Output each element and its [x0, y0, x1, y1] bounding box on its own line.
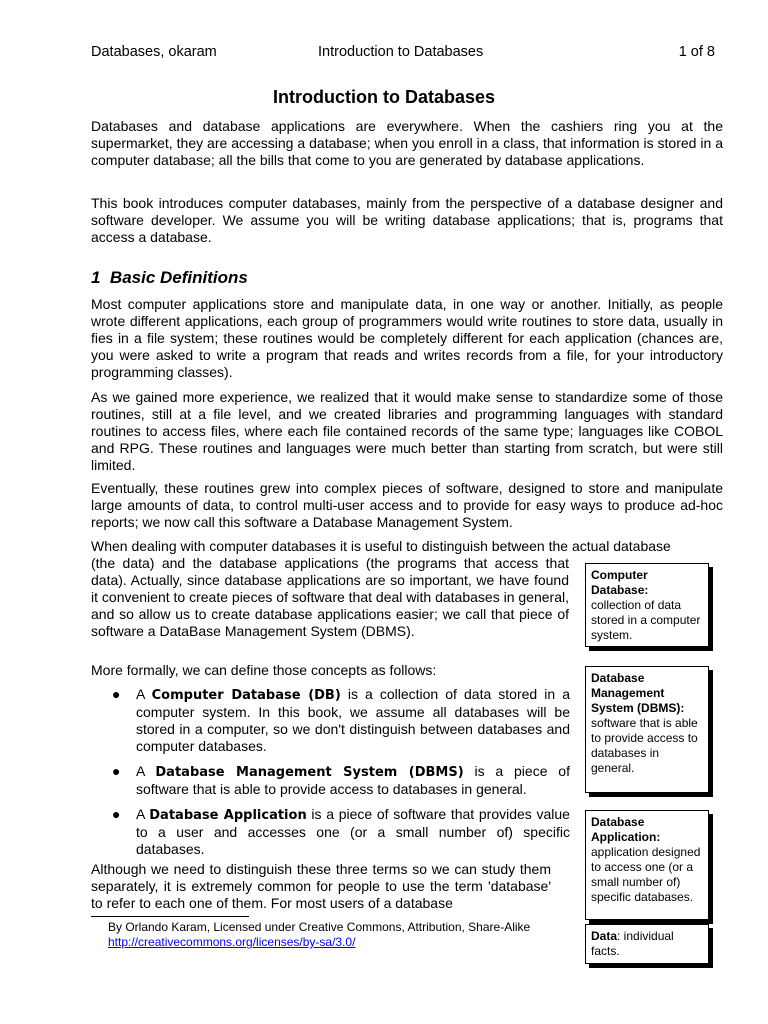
paragraph-distinguish-b: (the data) and the database applications (the programs that access that data). Actually, since database applications are so important, we have found it convenient to create pieces of software that deal with databases in general, and so allow us to create database applications easier; we call that piece of software a DataBase Management System (DBMS).: [91, 555, 569, 639]
paragraph-although: Although we need to distinguish these three terms so we can study them separately, it is extremely common for people to use the term 'database' to refer to each one of them. For most users of a database: [91, 861, 551, 911]
sidebar-term: Database Management System (DBMS):: [591, 671, 685, 715]
sidebar-box-dbms: [585, 666, 709, 793]
sidebar-term: Database Application:: [591, 815, 661, 844]
section-title: Basic Definitions: [109, 268, 248, 287]
bullet-dot: ●: [112, 686, 121, 702]
header-center: Introduction to Databases: [318, 44, 484, 60]
page-number: 1 of 8: [678, 44, 715, 60]
sidebar-def: software that is able to provide access to databases in general.: [591, 716, 698, 775]
paragraph-intro: Databases and database applications are everywhere. When the cashiers ring you at the supermarket, they are accessing a database; when you enroll in a class, that information is stored in a computer database; all the bills that come to you are generated by database applications.: [91, 118, 723, 168]
section-heading: [91, 268, 248, 288]
term-db: Computer Database (DB): [151, 688, 341, 703]
term-db-application: Database Application: [149, 808, 307, 823]
page-title: Introduction to Databases: [272, 87, 496, 107]
paragraph-history: Most computer applications store and manipulate data, in one way or another. Initially, as people wrote different applications, each group of programmers would write routines to store data, usually in fies in a file system; these routines would be completely different for each application (chances are, you were asked to write a program that reads and writes records from a file, for your introductory programming classes).: [91, 296, 723, 380]
paragraph-book: This book introduces computer databases, mainly from the perspective of a database designer and software developer. We assume you will be writing database applications; that is, programs that access a database.: [91, 195, 723, 245]
bullet-dot: ●: [112, 806, 121, 822]
paragraph-formally: More formally, we can define those concepts as follows:: [91, 662, 437, 678]
term-dbms: Database Management System (DBMS): [155, 765, 464, 780]
section-number: 1: [91, 268, 101, 287]
license-link[interactable]: http://creativecommons.org/licenses/by-sa/3.0/: [108, 935, 356, 949]
sidebar-term: Data: [591, 929, 618, 943]
list-item: ● A Database Management System (DBMS) is a piece of software that is able to provide access to databases in general.: [112, 763, 570, 797]
sidebar-box-data: [585, 924, 709, 964]
sidebar-box-database-application: [585, 810, 709, 920]
footnote-text: By Orlando Karam, Licensed under Creative Commons, Attribution, Share-Alike: [108, 920, 531, 934]
sidebar-box-computer-database: [585, 563, 709, 647]
sidebar-def: collection of data stored in a computer system.: [591, 598, 701, 642]
sidebar-term: Computer Database:: [591, 568, 649, 597]
header-left: Databases, okaram: [91, 44, 217, 60]
paragraph-dbms: Eventually, these routines grew into complex pieces of software, designed to store and manipulate large amounts of data, to control multi-user access and to provide for easy ways to produce ad-hoc reports; we now call this software a Database Management System.: [91, 480, 723, 530]
footnote: [108, 920, 530, 950]
list-item: ● A Computer Database (DB) is a collection of data stored in a computer system. In this book, we assume all databases will be stored in a computer, so we don't distinguish between databases and computer databases.: [112, 686, 570, 754]
footnote-divider: [91, 916, 249, 917]
paragraph-distinguish-a: When dealing with computer databases it is useful to distinguish between the actual database: [91, 538, 671, 554]
paragraph-standardize: As we gained more experience, we realized that it would make sense to standardize some of those routines, still at a file level, and we created libraries and programming languages with standard routines to access files, where each file contained records of the same type; languages like COBOL and RPG. These routines and languages were much better than starting from scratch, but were still limited.: [91, 389, 723, 473]
sidebar-def: : individual facts.: [591, 929, 674, 958]
bullet-dot: ●: [112, 763, 121, 779]
sidebar-def: application designed to access one (or a small number of) specific databases.: [591, 845, 701, 904]
definitions-list: [108, 686, 570, 866]
list-item: ● A Database Application is a piece of software that provides value to a user and accesses one (or a small number of) specific databases.: [112, 806, 570, 857]
